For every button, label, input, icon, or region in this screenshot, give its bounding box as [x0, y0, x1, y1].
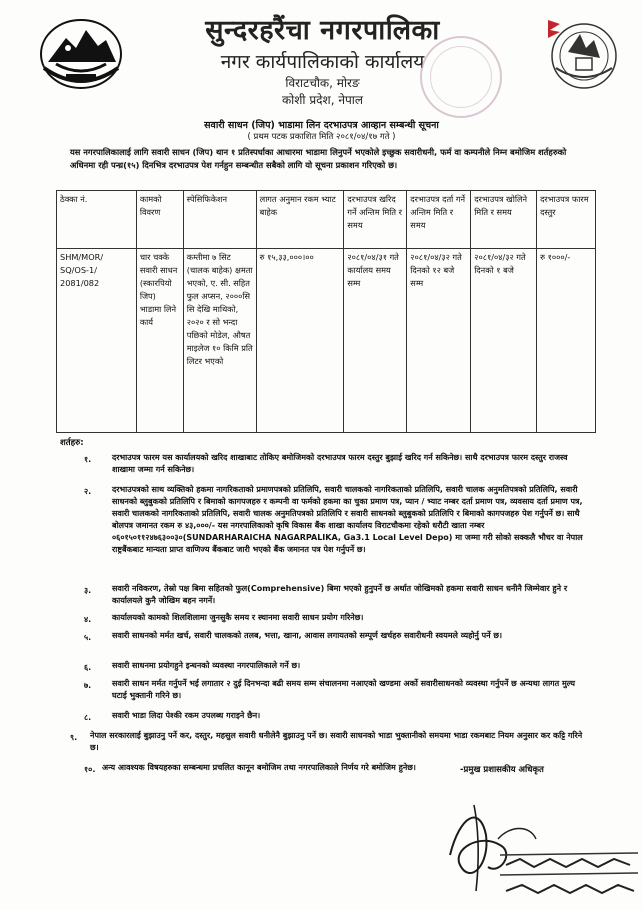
condition-number: ७. [84, 681, 92, 690]
condition-item: सवारी साधन मर्मत गर्नुपर्ने भई लगातार २ दुई दिनभन्दा बढी समय सम्म संचालनमा नआएको खण्डमा अर्को सवारीसाधनको व्यवस्था गर्नुपर्ने छ अन्यथा लागत मुल्य घटाई भुक्तानी गरिने छ। [112, 679, 576, 700]
cell-submission-deadline: २०८१/०४/३२ गते दिनको १२ बजे सम्म [407, 249, 471, 433]
condition-number: ८. [84, 713, 92, 722]
condition-number: १. [84, 455, 92, 464]
tender-table [56, 190, 596, 433]
table-header-row [57, 191, 596, 249]
header-specification: स्पेसिफिकेशन [183, 191, 256, 249]
publication-date: ( प्रथम पटक प्रकाशित मिति २०८१/०४/१७ गते ) [247, 132, 396, 142]
header-purchase-deadline: दरभाउपत्र खरिद गर्ने अन्तिम मिति र समय [344, 191, 407, 249]
header-submission-deadline: दरभाउपत्र दर्ता गर्ने अन्तिम मिति र समय [407, 191, 471, 249]
official-stamp [420, 36, 502, 118]
cell-form-fee: रु १०००/- [537, 249, 596, 433]
cell-cost-estimate: रु १५,३३,०००।०० [256, 249, 344, 433]
cell-work-description: चार चक्के सवारी साधन (स्कारपियो जिप) भाडामा लिने कार्य [136, 249, 183, 433]
header-work-description: कामको विवरण [136, 191, 183, 249]
municipality-title: सुन्दरहरैंचा नगरपालिका [205, 15, 440, 46]
condition-item: दरभाउपत्रको साथ व्यक्तिको हकमा नागरिकताको प्रमाणपत्रको प्रतिलिपि, सवारी चालकको नागरिकताको प्रतिलिपि, सवारी चालक अनुमतिपत्रको प्रतिलिपि, सवारी साधनको ब्लुबुकको प्रतिलिपि र बिमाको कागपजहरु र कम्पनी वा फर्मको हकमा का चुका प्रमाण पत्र, प्यान / भ्याट नम्बर दर्ता प्रमाण पत्र, व्यवसाय दर्ता प्रमाण पत्र, सवारी चालकको नागरिकताको प्रतिलिपि, सवारी चालक अनुमतिपत्रको प्रतिलिपि र सवारी साधनको ब्लुबुकको प्रतिलिपि र बिमाको कागपजहरु पेश गर्नुपर्ने छ। साथै बोलपत्र जमानत रकम रु ४३,०००/- यस नगरपालिकाको कृषि विकास बैंक शाखा कार्यालय विराटचौकमा रहेको धरौटी खाता नम्बर ०६०१५०११२४७६३००३०(SUNDARHARAICHA NAGARPALIKA, Ga3.1 Local Level Depo) मा जम्मा गरी सोको सक्कलै भौचर वा नेपाल राष्ट्रबैंकबाट मान्यता प्राप्त वाणिज्य बैंकबाट जारी भएको बैंक जमानत पत्र पेश गर्नुपर्ने छ। [112, 485, 583, 554]
condition-item: सवारी साधनमा प्रयोगहुने इन्धनको व्यवस्था नगरपालिकाले गर्ने छ। [112, 661, 301, 670]
signature-stamp [440, 795, 640, 905]
condition-number: ३. [84, 586, 92, 595]
header-form-fee: दरभाउपत्र फारम दस्तुर [537, 191, 596, 249]
condition-number: १०. [84, 765, 96, 774]
condition-item: नेपाल सरकारलाई बुझाउनु पर्ने कर, दस्तुर, महसुल सवारी धनीलेनै बुझाउनु पर्ने छ। सवारी साधनको भाडा भुक्तानीको समयमा भाडा रकमबाट नियम अनुसार कर कट्टि गरिने छ। [90, 731, 583, 752]
office-subtitle: नगर कार्यपालिकाको कार्यालय [220, 51, 425, 73]
condition-number: ५. [84, 633, 92, 642]
cell-specification: कम्तीमा ७ सिट (चालक बाहेक) क्षमता भएको, ए. सी. सहित फुल अप्सन, २०००सि सि देखि माथिको, २०२० र सो भन्दा पछिको मोडेल, औषत माइलेज १० किमि प्रति लिटर भएको [183, 249, 256, 433]
signatory-title: -प्रमुख प्रशासकीय अधिकृत [460, 765, 544, 775]
cell-purchase-deadline: २०८१/०४/३१ गते कार्यालय समय सम्म [344, 249, 407, 433]
header-opening-date: दरभाउपत्र खोलिने मिति र समय [471, 191, 537, 249]
address-line-1: विराटचौक, मोरङ [285, 76, 360, 90]
condition-number: ६. [84, 663, 92, 672]
condition-item: कार्यालयको कामको शिलशिलामा जुनसुकै समय र स्थानमा सवारी साधन प्रयोग गरिनेछ। [112, 613, 364, 622]
condition-item: दरभाउपत्र फारम यस कार्यालयको खरिद शाखाबाट तोकिए बमोजिमको दरभाउपत्र फारम दस्तुर बुझाई खरिद गर्न सकिनेछ। साथै दरभाउपत्र फारम दस्तुर राजस्व शाखामा जम्मा गर्न सकिनेछ। [112, 453, 568, 474]
cell-opening-date: २०८१/०४/३२ गते दिनको १ बजे [471, 249, 537, 433]
condition-item: सवारी भाडा लिदा पेश्की रकम उपलब्ध गराइने छैन। [112, 711, 261, 720]
header-cost-estimate: लागत अनुमान रकम भ्याट बाहेक [256, 191, 344, 249]
condition-item: सवारी नविकरण, तेस्रो पक्ष बिमा सहितको फुल(Comprehensive) बिमा भएको हुनुपर्ने छ अर्थात जोखिमको हकमा सवारी साधन धनीनै जिम्मेवार हुने र कार्यालयले कुनै जोखिम बहन नगर्ने। [112, 584, 568, 605]
condition-number: ४. [84, 615, 92, 624]
notice-intro: यस नगरपालिकालाई लागि सवारी साधन (जिप) थान १ प्रतिस्पर्धाका आधारमा भाडामा लिनुपर्ने भएकोले इच्छुक सवारीधनी, फर्म वा कम्पनीले निम्न बमोजिम शर्तहरुको अधिनमा रही पन्ध्र(१५) दिनभित्र दरभाउपत्र पेश गर्नहुन सम्बन्धीत सबैको लागि यो सूचना प्रकाशन गरिएको छ। [70, 147, 567, 170]
municipal-logo-icon [538, 12, 618, 92]
condition-item: सवारी साधनको मर्मत खर्च, सवारी चालकको तलब, भत्ता, खाना, आवास लगायतको सम्पूर्ण खर्चहरु सवारीधनी स्वयमले व्यहोर्नु पर्ने छ। [112, 631, 503, 640]
cell-contract-no: SHM/MOR/ SQ/OS-1/ 2081/082 [57, 249, 137, 433]
condition-item: अन्य आवश्यक विषयहरुका सम्बन्धमा प्रचलित कानून बमोजिम तथा नगरपालिकाले निर्णय गरे बमोजिम हुनेछ। [102, 763, 416, 772]
address-line-2: कोशी प्रदेश, नेपाल [281, 93, 364, 107]
table-row [57, 249, 596, 433]
condition-number: २. [84, 487, 92, 496]
condition-number: ९. [70, 733, 78, 742]
conditions-heading: शर्तहरु: [60, 438, 84, 448]
notice-title: सवारी साधन (जिप) भाडामा लिन दरभाउपत्र आव्हान सम्बन्धी सूचना [204, 120, 439, 131]
government-emblem-icon [36, 12, 126, 92]
header-contract-no: ठेक्का नं. [57, 191, 137, 249]
